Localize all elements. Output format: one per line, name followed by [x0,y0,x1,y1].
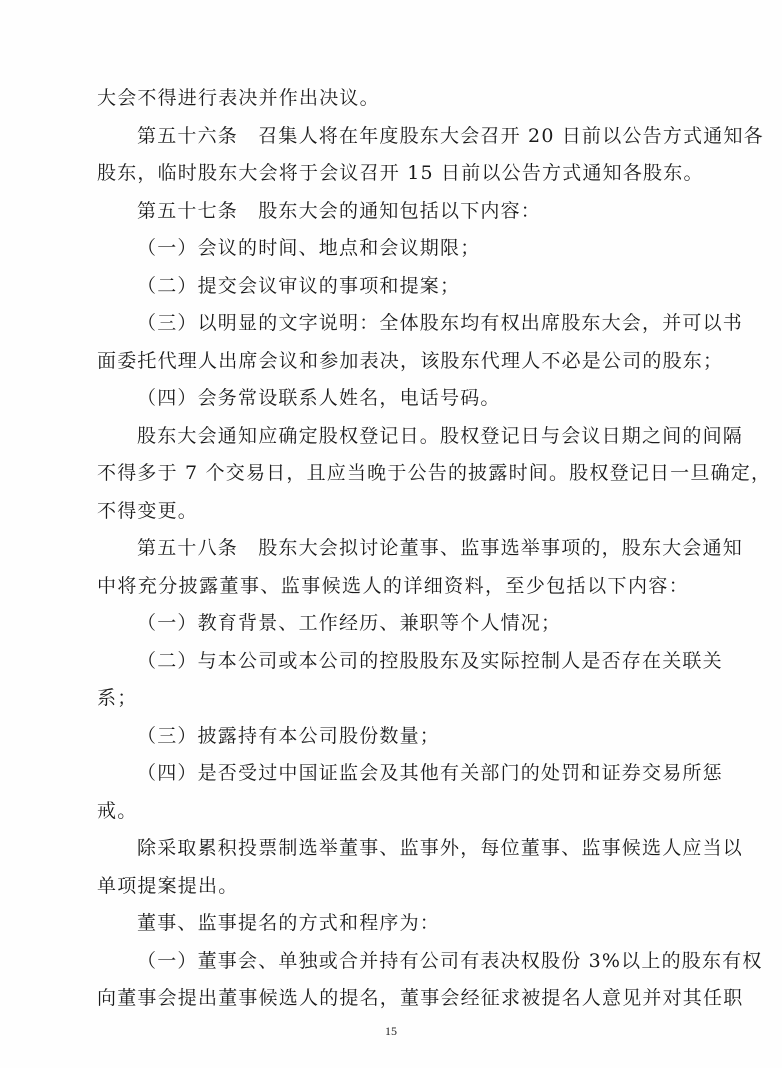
text-line: （四）会务常设联系人姓名，电话号码。 [137,387,501,409]
text-line: 第五十七条 股东大会的通知包括以下内容： [137,199,542,222]
page-number: 15 [385,1024,397,1038]
text-line: （四）是否受过中国证监会及其他有关部门的处罚和证券交易所惩 [137,762,723,784]
text-line: 大会不得进行表决并作出决议。 [97,87,380,109]
text-line: 向董事会提出董事候选人的提名，董事会经征求被提名人意见并对其任职 [97,987,744,1009]
text-line: 系； [97,687,138,709]
document-body [97,80,772,1018]
text-line: （二）与本公司或本公司的控股股东及实际控制人是否存在关联关 [137,649,723,672]
text-line: 股东，临时股东大会将于会议召开 15 日前以公告方式通知各股东。 [97,162,704,184]
text-line: （三）披露持有本公司股份数量； [137,724,441,747]
text-line: 第五十六条 召集人将在年度股东大会召开 20 日前以公告方式通知各 [137,124,764,147]
text-line: （一）董事会、单独或合并持有公司有表决权股份 3%以上的股东有权 [137,949,763,972]
text-line: 中将充分披露董事、监事候选人的详细资料，至少包括以下内容： [97,574,689,597]
text-line: （一）会议的时间、地点和会议期限； [137,237,481,259]
text-line: 面委托代理人出席会议和参加表决，该股东代理人不必是公司的股东； [97,349,724,372]
text-line: （三）以明显的文字说明：全体股东均有权出席股东大会，并可以书 [137,312,744,334]
text-line: 不得变更。 [97,499,199,522]
text-line: 第五十八条 股东大会拟讨论董事、监事选举事项的，股东大会通知 [137,537,744,559]
text-line: 戒。 [97,799,138,822]
text-line: 除采取累积投票制选举董事、监事外，每位董事、监事候选人应当以 [137,837,744,859]
text-line: 股东大会通知应确定股权登记日。股权登记日与会议日期之间的间隔 [137,424,744,447]
text-line: 单项提案提出。 [97,874,239,897]
text-line: 董事、监事提名的方式和程序为： [137,912,441,934]
text-line: （一）教育背景、工作经历、兼职等个人情况； [137,612,562,634]
text-line: （二）提交会议审议的事项和提案； [137,274,461,297]
text-line: 不得多于 7 个交易日，且应当晚于公告的披露时间。股权登记日一旦确定， [97,462,772,484]
